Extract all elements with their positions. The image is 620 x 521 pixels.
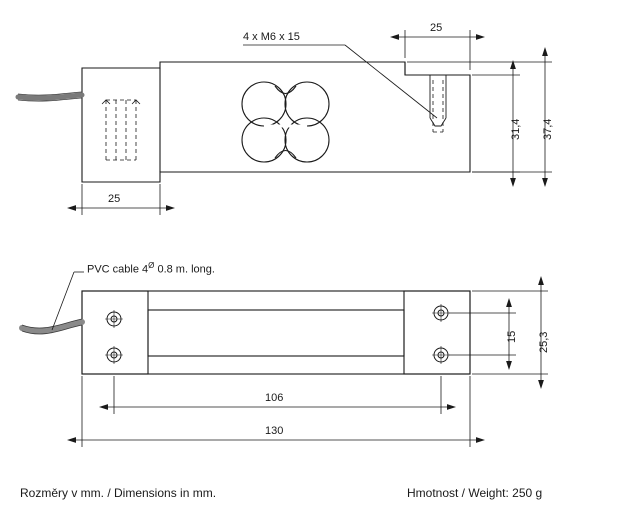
dim-25-bottom-left — [75, 184, 167, 215]
label-dim-25-bottom-left: 25 — [108, 193, 121, 205]
label-cable: PVC cable $4^Ø$ 0.8 m. long. — [87, 261, 215, 276]
footer-weight-note: Hmotnost / Weight: 250 g — [407, 486, 543, 500]
left-hole-hidden-lines — [106, 100, 136, 160]
plan-view-outline — [82, 291, 470, 374]
right-hole-hidden-lines — [433, 80, 443, 132]
screw-callout-leader — [243, 45, 437, 118]
dim-25-top-right — [398, 30, 477, 70]
right-hole-solid-lines — [430, 75, 446, 126]
label-dim-25-3: 25,3 — [538, 331, 550, 353]
left-hole-arrow-marks — [102, 100, 140, 104]
diameter-symbol: Ø — [148, 261, 155, 270]
dim-37-4 — [407, 55, 552, 179]
strain-gauge-cutout-bridge — [275, 86, 296, 158]
label-screws: 4 x M6 x 15 — [243, 31, 300, 43]
label-dim-37-4: 37,4 — [542, 118, 554, 140]
cable-side-view — [18, 95, 82, 98]
label-dim-15: 15 — [506, 330, 518, 343]
label-dim-106: 106 — [265, 392, 284, 404]
plan-view-mounting-holes — [105, 304, 450, 364]
footer-dimensions-note: Rozměry v mm. / Dimensions in mm. — [20, 486, 217, 500]
label-dim-25-top-right: 25 — [430, 22, 443, 34]
label-dim-130: 130 — [265, 425, 284, 437]
label-dim-31-4: 31,4 — [510, 118, 522, 140]
